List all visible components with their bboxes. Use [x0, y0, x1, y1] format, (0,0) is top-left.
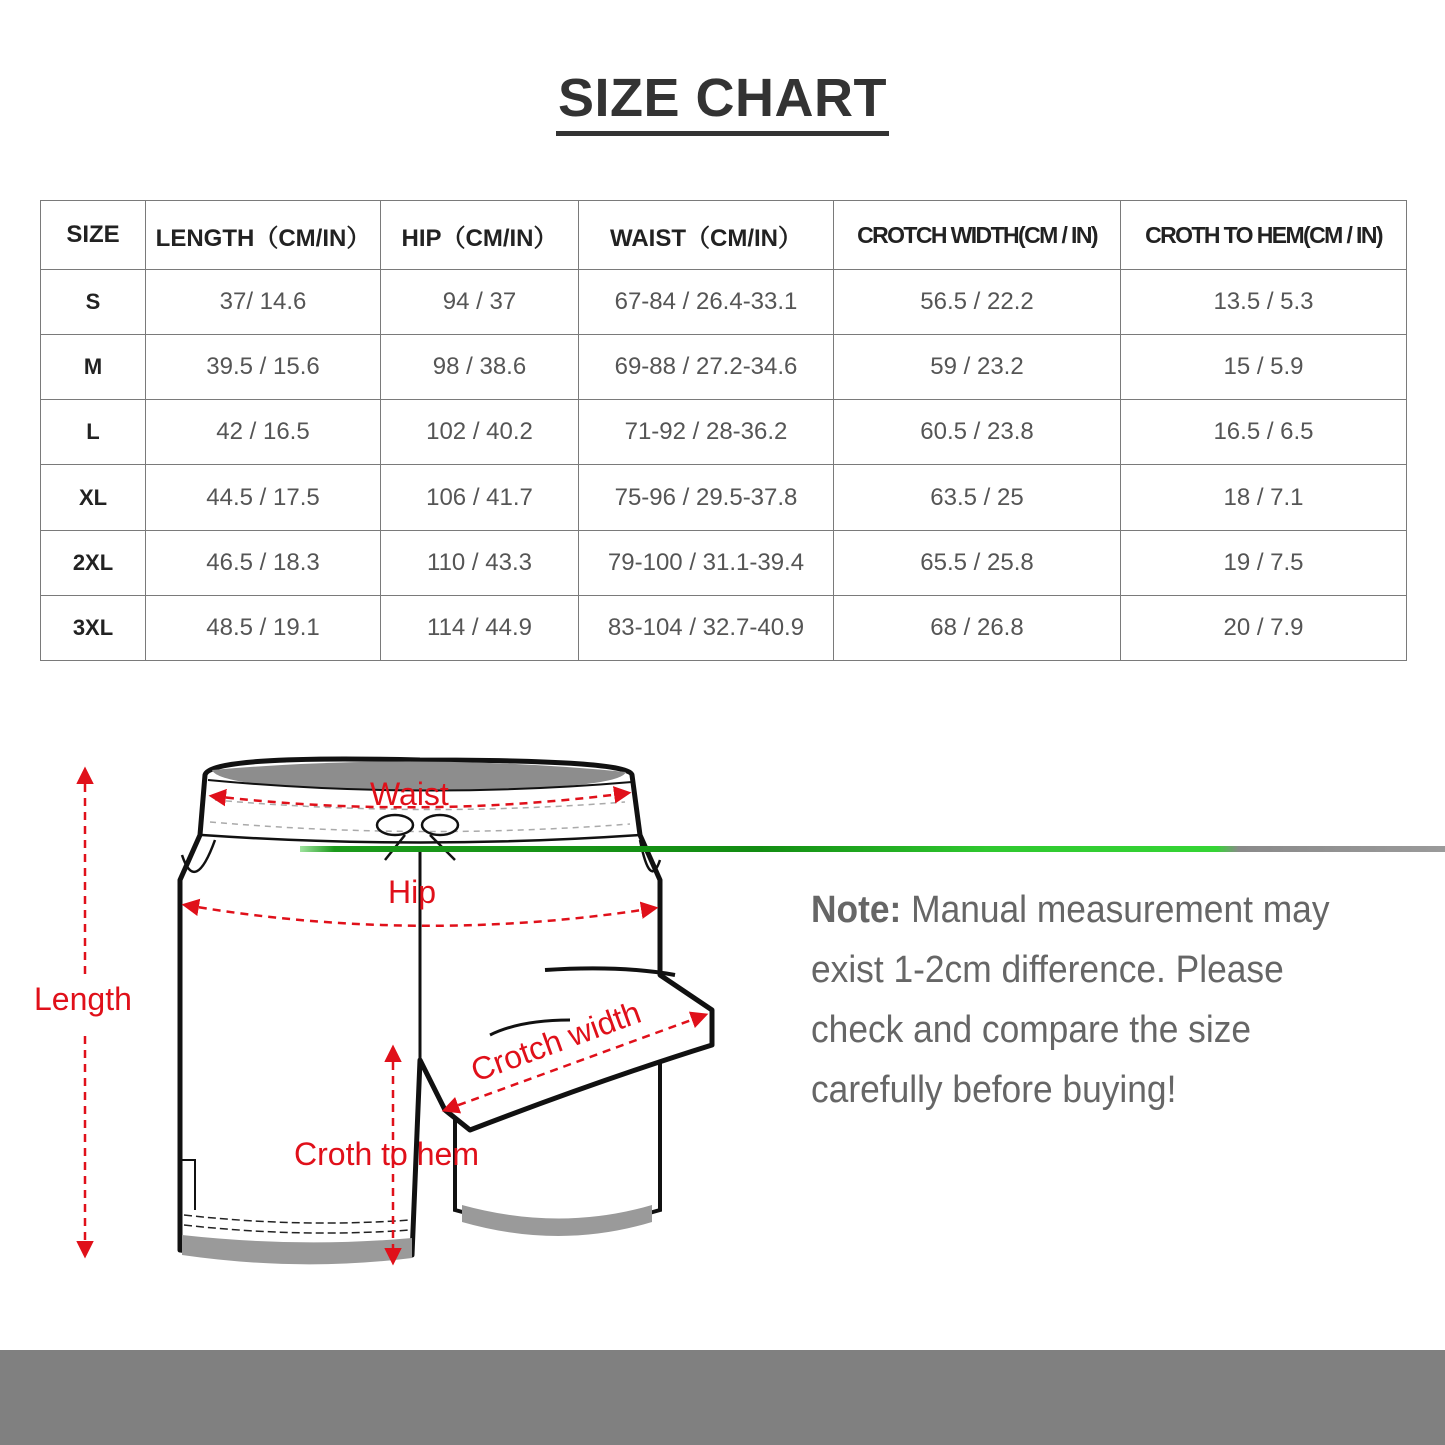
size-table — [40, 200, 1407, 661]
size-chart-title-text: SIZE CHART — [556, 70, 889, 136]
table-cell: 102 / 40.2 — [381, 400, 579, 465]
length-label: Length — [34, 981, 132, 1017]
table-cell: 69-88 / 27.2-34.6 — [579, 335, 834, 400]
table-cell: 48.5 / 19.1 — [146, 595, 381, 660]
hip-label: Hip — [388, 874, 437, 910]
table-cell-size: 3XL — [41, 595, 146, 660]
header-size: SIZE — [41, 201, 146, 270]
table-cell-size: M — [41, 335, 146, 400]
table-cell-size: L — [41, 400, 146, 465]
table-cell: 75-96 / 29.5-37.8 — [579, 465, 834, 530]
size-chart-title — [0, 70, 1445, 136]
table-cell: 39.5 / 15.6 — [146, 335, 381, 400]
table-cell: 98 / 38.6 — [381, 335, 579, 400]
table-cell: 19 / 7.5 — [1121, 530, 1407, 595]
table-row — [41, 595, 1407, 660]
table-cell: 79-100 / 31.1-39.4 — [579, 530, 834, 595]
table-cell: 46.5 / 18.3 — [146, 530, 381, 595]
table-cell: 59 / 23.2 — [834, 335, 1121, 400]
accent-line — [300, 846, 1445, 852]
table-row — [41, 400, 1407, 465]
header-waist: WAIST（CM/IN） — [579, 201, 834, 270]
table-cell: 56.5 / 22.2 — [834, 270, 1121, 335]
table-row — [41, 270, 1407, 335]
table-cell: 15 / 5.9 — [1121, 335, 1407, 400]
table-cell: 71-92 / 28-36.2 — [579, 400, 834, 465]
table-cell: 114 / 44.9 — [381, 595, 579, 660]
table-cell: 106 / 41.7 — [381, 465, 579, 530]
note-text — [811, 880, 1369, 1120]
header-hip: HIP（CM/IN） — [381, 201, 579, 270]
table-cell: 65.5 / 25.8 — [834, 530, 1121, 595]
table-cell: 13.5 / 5.3 — [1121, 270, 1407, 335]
table-cell: 37/ 14.6 — [146, 270, 381, 335]
table-cell: 18 / 7.1 — [1121, 465, 1407, 530]
note-prefix: Note: — [811, 889, 902, 931]
table-cell-size: XL — [41, 465, 146, 530]
table-cell: 44.5 / 17.5 — [146, 465, 381, 530]
table-header-row — [41, 201, 1407, 270]
table-cell: 20 / 7.9 — [1121, 595, 1407, 660]
table-cell: 42 / 16.5 — [146, 400, 381, 465]
table-row — [41, 465, 1407, 530]
table-cell: 60.5 / 23.8 — [834, 400, 1121, 465]
header-croth-to-hem: CROTH TO HEM(CM / IN) — [1121, 201, 1407, 270]
table-cell-size: S — [41, 270, 146, 335]
table-row — [41, 530, 1407, 595]
header-crotch-width: CROTCH WIDTH(CM / IN) — [834, 201, 1121, 270]
waist-label: Waist — [370, 776, 449, 812]
table-cell: 110 / 43.3 — [381, 530, 579, 595]
table-cell: 94 / 37 — [381, 270, 579, 335]
table-row — [41, 335, 1407, 400]
footer-band — [0, 1350, 1445, 1445]
table-cell: 63.5 / 25 — [834, 465, 1121, 530]
shorts-diagram — [0, 740, 760, 1320]
table-cell: 67-84 / 26.4-33.1 — [579, 270, 834, 335]
table-cell-size: 2XL — [41, 530, 146, 595]
note-body: Manual measurement may exist 1-2cm difference. Please check and compare the size carefully before buying! — [811, 889, 1330, 1111]
header-length: LENGTH（CM/IN） — [146, 201, 381, 270]
table-cell: 83-104 / 32.7-40.9 — [579, 595, 834, 660]
crotch-width-label: Crotch width — [466, 993, 646, 1089]
table-cell: 68 / 26.8 — [834, 595, 1121, 660]
table-cell: 16.5 / 6.5 — [1121, 400, 1407, 465]
croth-to-hem-label: Croth to hem — [294, 1136, 479, 1172]
